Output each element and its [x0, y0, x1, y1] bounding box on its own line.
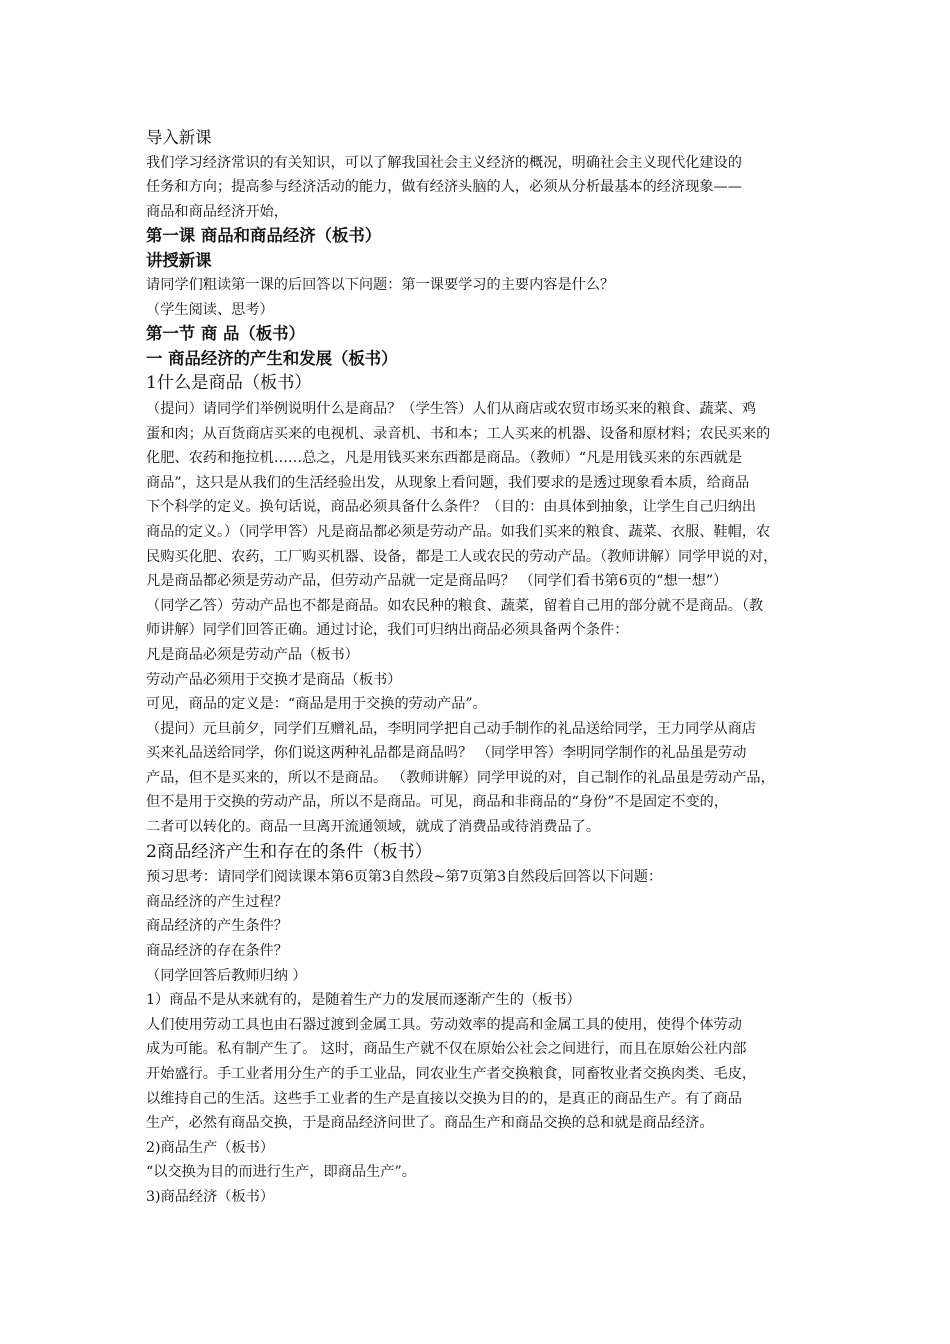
topic1-body [146, 397, 810, 840]
text-line: 开始盛行。手工业者用分生产的手工业品，同农业生产者交换粮食，同畜牧业者交换肉类、毛皮， [146, 1065, 757, 1082]
text-line: （同学回答后教师归纳 ） [146, 967, 307, 984]
subsection-title: 一 商品经济的产生和发展（板书） [146, 348, 398, 368]
text-line: 商品经济的产生条件？ [146, 918, 288, 935]
topic2-heading: 2商品经济产生和存在的条件（板书） [146, 841, 432, 862]
text-line: 可见，商品的定义是：“商品是用于交换的劳动产品”。 [146, 696, 487, 713]
text-line: 商品经济的存在条件？ [146, 942, 288, 959]
text-line: 预习思考：请同学们阅读课本第6页第3自然段~第7页第3自然段后回答以下问题： [146, 869, 663, 886]
text-line: 以维持自己的生活。这些手工业者的生产是直接以交换为目的的，是真正的商品生产。有了商品 [146, 1090, 742, 1107]
text-line: 下个科学的定义。换句话说，商品必须具备什么条件？（目的：由具体到抽象，让学生自己归纳出 [146, 499, 757, 516]
text-line: （提问）请同学们举例说明什么是商品？（学生答）人们从商店或农贸市场买来的粮食、蔬菜、鸡 [146, 400, 757, 417]
text-line: 产品，但不是买来的，所以不是商品。 （教师讲解）同学甲说的对，自己制作的礼品虽是劳动产品， [146, 769, 775, 786]
text-line: 人们使用劳动工具也由石器过渡到金属工具。劳动效率的提高和金属工具的使用，使得个体劳动 [146, 1016, 742, 1033]
text-line: 商品”，这只是从我们的生活经验出发，从现象上看问题，我们要求的是透过现象看本质，给商品 [146, 474, 750, 491]
text-line: 商品经济的产生过程？ [146, 893, 288, 910]
text-line: 生产，必然有商品交换，于是商品经济问世了。商品生产和商品交换的总和就是商品经济。 [146, 1115, 714, 1132]
text-line: 二者可以转化的。商品一旦离开流通领域，就成了消费品或待消费品了。 [146, 819, 601, 836]
text-line: 凡是商品都必须是劳动产品，但劳动产品就一定是商品吗？ （同学们看书第6页的“想一想”） [146, 573, 728, 590]
text-line: 化肥、农药和拖拉机……总之，凡是用钱买来东西都是商品。（教师）“凡是用钱买来的东西就是 [146, 450, 743, 467]
document-body [146, 126, 810, 1209]
text-line: 1）商品不是从来就有的，是随着生产力的发展而逐渐产生的（板书） [146, 992, 581, 1009]
text-line: 劳动产品必须用于交换才是商品（板书） [146, 671, 402, 688]
text-line: 但不是用于交换的劳动产品，所以不是商品。可见，商品和非商品的“身份”不是固定不变的， [146, 794, 729, 811]
reading-note: （学生阅读、思考） [146, 301, 274, 318]
text-line: 民购买化肥、农药，工厂购买机器、设备，都是工人或农民的劳动产品。（教师讲解）同学甲说的对， [146, 548, 778, 565]
text-line: 蛋和肉；从百货商店买来的电视机、录音机、书和本；工人买来的机器、设备和原材料；农民买来的 [146, 425, 771, 442]
text-line: 商品的定义。）（同学甲答）凡是商品都必须是劳动产品。如我们买来的粮食、蔬菜、衣服、鞋帽，农 [146, 523, 771, 540]
text-line: （同学乙答）劳动产品也不都是商品。如农民种的粮食、蔬菜，留着自己用的部分就不是商品。（教 [146, 597, 764, 614]
intro-heading: 导入新课 [146, 128, 212, 147]
topic1-heading: 1什么是商品（板书） [146, 373, 312, 394]
text-line: 成为可能。私有制产生了。 这时，商品生产就不仅在原始公社会之间进行，而且在原始公社内部 [146, 1041, 747, 1058]
text-line: 凡是商品必须是劳动产品（板书） [146, 646, 359, 663]
new-lesson-heading: 讲授新课 [146, 250, 212, 270]
text-line: 3)商品经济（板书） [146, 1188, 275, 1205]
section-title: 第一节 商 品（板书） [146, 324, 305, 344]
text-line: 2)商品生产（板书） [146, 1139, 275, 1156]
text-line: “以交换为目的而进行生产，即商品生产”。 [146, 1164, 416, 1181]
text-line: 商品和商品经济开始， [146, 203, 288, 220]
text-line: 师讲解）同学们回答正确。通过讨论，我们可归纳出商品必须具备两个条件： [146, 622, 629, 639]
intro-paragraph [146, 151, 810, 225]
text-line: 我们学习经济常识的有关知识，可以了解我国社会主义经济的概况，明确社会主义现代化建设的 [146, 154, 742, 171]
text-line: 买来礼品送给同学，你们说这两种礼品都是商品吗？ （同学甲答）李明同学制作的礼品虽是劳动 [146, 745, 747, 762]
lesson-title: 第一课 商品和商品经济（板书） [146, 226, 382, 246]
text-line: （提问）元旦前夕，同学们互赠礼品，李明同学把自己动手制作的礼品送给同学，王力同学从商店 [146, 720, 757, 737]
text-line: 任务和方向；提高参与经济活动的能力，做有经济头脑的人，必须从分析最基本的经济现象—— [146, 179, 742, 196]
topic2-body [146, 865, 810, 1209]
reading-prompt: 请同学们粗读第一课的后回答以下问题：第一课要学习的主要内容是什么？ [146, 277, 615, 294]
